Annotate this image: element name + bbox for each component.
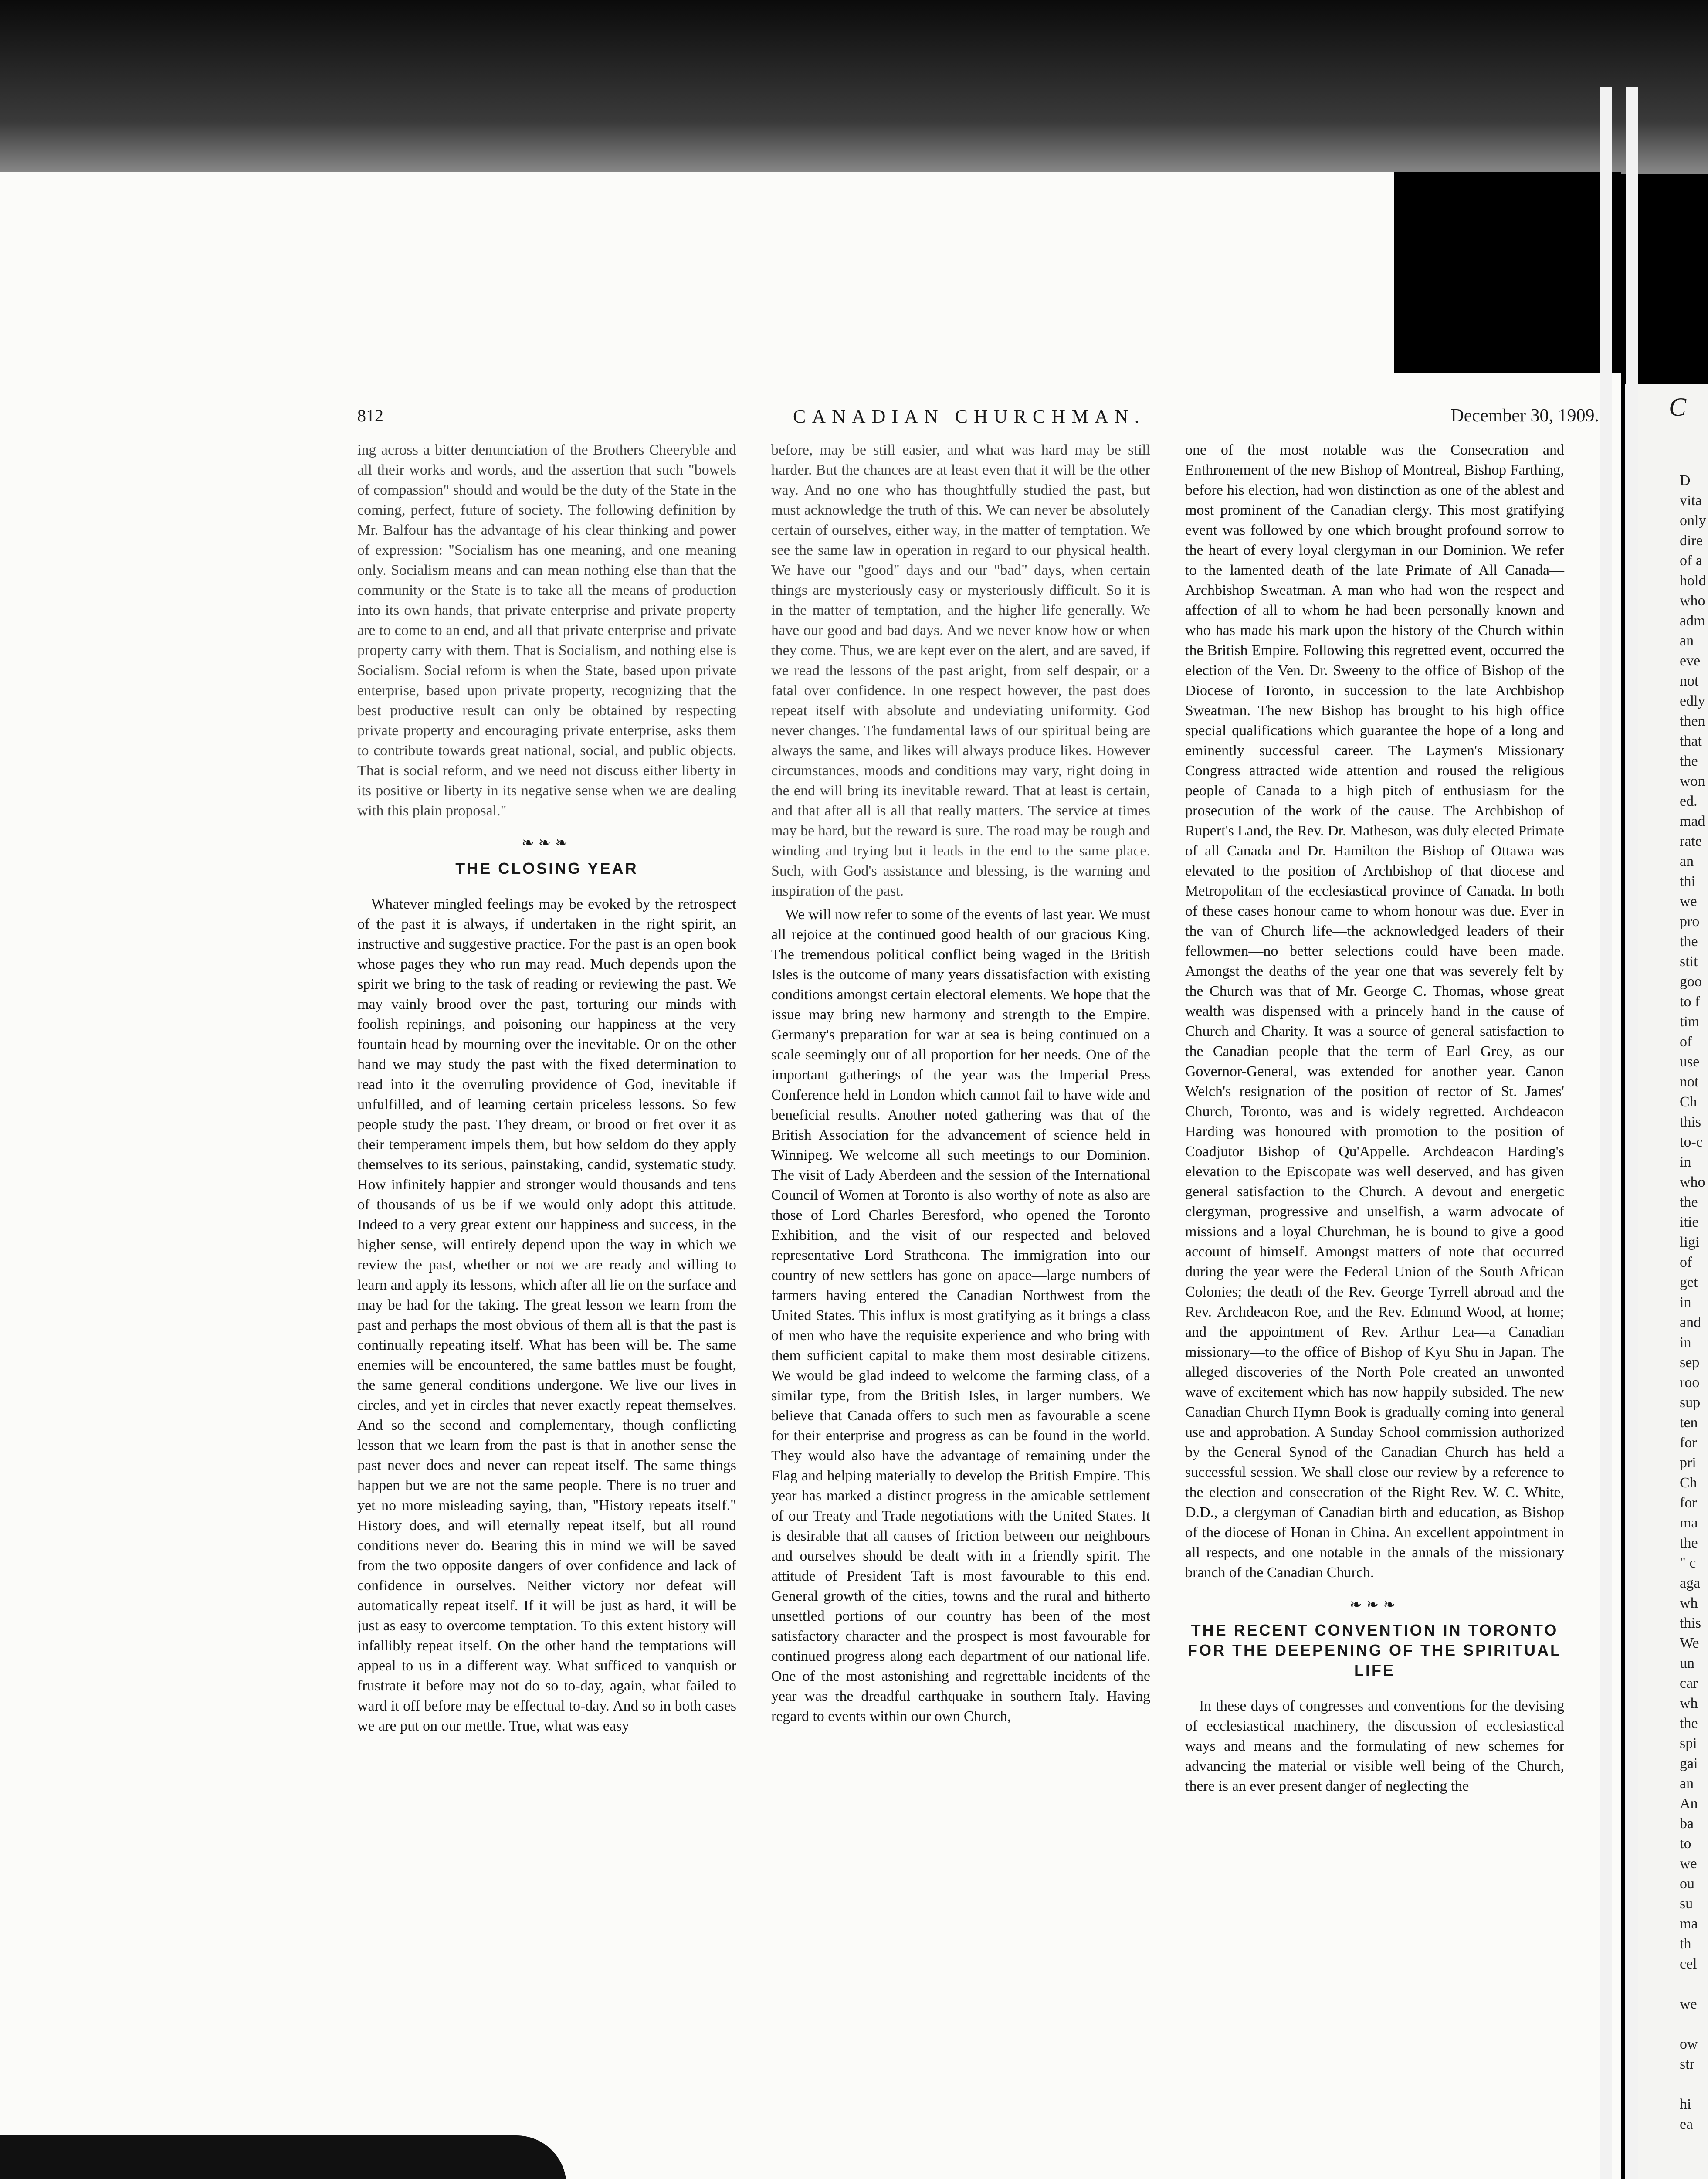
- scan-border-corner: [1394, 172, 1621, 373]
- next-page-line: rate: [1680, 833, 1702, 849]
- next-page-line: the: [1680, 753, 1698, 769]
- next-page-line: who: [1680, 1174, 1705, 1190]
- page-number: 812: [357, 406, 383, 425]
- next-page-line: not: [1680, 1074, 1699, 1090]
- publication-title: CANADIAN CHURCHMAN.: [793, 406, 1145, 427]
- paragraph: In these days of congresses and conventions for the devising of ecclesiastical machinery, the discussion of ecclesiastical ways and means and the formulating of new schemes for advancing the material or visible well being of the Church, there is an ever present danger of neglecting the: [1185, 1698, 1564, 1794]
- next-page-line: an: [1680, 1775, 1694, 1792]
- next-page-line: ba: [1680, 1816, 1694, 1832]
- next-page-line: Ch: [1680, 1475, 1697, 1491]
- next-page-header-fragment: C: [1669, 393, 1687, 421]
- next-page-line: sep: [1680, 1354, 1700, 1371]
- next-page-line: ligi: [1680, 1234, 1700, 1250]
- binding-edge: [1600, 87, 1612, 2179]
- next-page-line: thi: [1680, 873, 1695, 889]
- next-page-line: hold: [1680, 573, 1706, 589]
- paragraph: We will now refer to some of the events of last year. We must all rejoice at the continued good health of our gracious King. The tremendous political conflict being waged in the British Isles is the outcome of many years dissatisfaction with existing conditions amongst certain electoral elements. We hope that the issue may bring new harmony and strength to the Empire. Germany's preparation for war at sea is being continued on a scale seemingly out of all proportion for her needs. One of the important gatherings of the year was the Imperial Press Conference held in London which cannot fail to have wide and beneficial results. Another noted gathering was that of the British Association for the advancement of science held in Winnipeg. We welcome all such meetings to our Dominion. The visit of Lady Aberdeen and the session of the International Council of Women at Toronto is also worthy of note as also are those of Lord Charles Beresford, who opened the Toronto Exhibition, and the visit of our respected and beloved representative Lord Strathcona. The immigration into our country of new settlers has gone on apace—large numbers of farmers having entered the Canadian Northwest from the United States. This influx is most gratifying as it brings a class of men who have the requisite experience and who bring with them sufficient capital to make them most desirable citizens. We would be glad indeed to welcome the farming class, of a similar type, from the British Isles, in larger numbers. We believe that Canada offers to such men as favourable a scene for their enterprise and progress as can be found in the world. They would also have the advantage of remaining under the Flag and helping materially to develop the British Empire. This year has marked a distinct progress in the amicable settlement of our Treaty and Trade negotiations with the United States. It is desirable that all causes of friction between our neighbours and ourselves should be dealt with in a friendly spirit. The attitude of President Taft is most favourable to this end. General growth of the cities, towns and the rural and hitherto unsettled portions of our country has been of the most satisfactory character and the prospect is most favourable for continued progress along each department of our national life. One of the most astonishing and regrettable incidents of the year was the dreadful earthquake in southern Italy. Having regard to events within our own Church,: [771, 906, 1150, 1724]
- next-page-line: ten: [1680, 1415, 1698, 1431]
- section-heading: THE CLOSING YEAR: [455, 859, 638, 877]
- next-page-line: who: [1680, 593, 1705, 609]
- next-page-line: of: [1680, 1034, 1692, 1050]
- next-page-line: this: [1680, 1615, 1701, 1631]
- next-page-line: " c: [1680, 1555, 1696, 1571]
- next-page-line: we: [1680, 893, 1697, 910]
- next-page-line: gai: [1680, 1755, 1698, 1772]
- next-page-line: in: [1680, 1154, 1691, 1170]
- next-page-line: use: [1680, 1054, 1700, 1070]
- next-page-line: an: [1680, 633, 1694, 649]
- next-page-line: th: [1680, 1936, 1691, 1952]
- next-page-line: for: [1680, 1495, 1697, 1511]
- paragraph: before, may be still easier, and what was hard may be still harder. But the chances are at least even that it will be the other way. And no one who has thoughtfully studied the past, but must acknowledge the truth of this. We can never be absolutely certain of ourselves, either way, in the matter of temptation. We see the same law in operation in regard to our physical health. We have our "good" days and our "bad" days, when certain things are mysteriously easy or mysteriously difficult. So it is in the matter of temptation, and the higher life generally. We have our good and bad days. And we never know how or when they come. Thus, we are kept ever on the alert, and are saved, if we read the lessons of the past aright, from self despair, or a fatal over confidence. In one respect however, the past does repeat itself with absolute and undeviating uniformity. God never changes. The fundamental laws of our spiritual being are always the same, and likes will always produce likes. However circumstances, moods and conditions may vary, right doing in the end will bring its inevitable reward. That at least is certain, and that after all is all that really matters. The service at times may be hard, but the reward is sure. The road may be rough and winding and trying but it leads in the end to the same place. Such, with God's assistance and blessing, is the warning and inspiration of the past.: [771, 442, 1150, 899]
- next-page-line: vita: [1680, 492, 1702, 509]
- paragraph: Whatever mingled feelings may be evoked by the retrospect of the past it is always, if undertaken in the right spirit, an instructive and suggestive practice. For the past is an open book whose pages they who run may read. Much depends upon the spirit we bring to the task of reading or reviewing the past. We may vainly brood over the past, torturing our minds with foolish repinings, and poisoning our happiness at the very fountain head by mourning over the inevitable. Or on the other hand we may study the past with the fixed determination to read into it the overruling providence of God, inevitable if unfulfilled, and of learning certain priceless lessons. So few people study the past. They dream, or brood or fret over it as their temperament impels them, but how seldom do they apply themselves to its serious, painstaking, candid, systematic study. How infinitely happier and stronger would thousands and tens of thousands of us be if we would only adopt this attitude. Indeed to a very great extent our happiness and success, in the higher sense, will entirely depend upon the way in which we review the past, whether or not we are ready and willing to learn and apply its lessons, which after all lie on the surface and may be had for the taking. The great lesson we learn from the past and perhaps the most obvious of them all is that the past is continually repeating itself. What has been will be. The same enemies will be encountered, the same battles must be fought, the same general conditions undergone. We live our lives in circles, and yet in circles that never exactly repeat themselves. And so the second and complementary, though conflicting lesson that we learn from the past is that in another sense the past never does and never can repeat itself. The same things happen but we are not the same people. There is no truer and yet no more misleading saying, than, "History repeats itself." History does, and will eternally repeat itself, but all round conditions never do. Bearing this in mind we will be saved from the two opposite dangers of over confidence and lack of confidence in ourselves. Neither victory nor defeat will automatically repeat itself. If it will be just as hard, it will be just as easy to overcome temptation. To this extent history will infallibly repeat itself. On the other hand the temptations will appeal to us in a different way. What sufficed to vanquish or frustrate it before may not do so to-day, again, what failed to ward it off before may be effectual to-day. And so in both cases we are put on our mettle. True, what was easy: [357, 896, 736, 1734]
- next-page-line: cel: [1680, 1956, 1697, 1972]
- next-page-line: wh: [1680, 1695, 1698, 1711]
- column-right: [1185, 440, 1564, 1800]
- thumb-shadow: [0, 2135, 566, 2179]
- next-page-line: Ch: [1680, 1094, 1697, 1110]
- next-page-line: to-c: [1680, 1134, 1703, 1150]
- next-page-line: then: [1680, 713, 1705, 729]
- next-page-line: str: [1680, 2056, 1694, 2072]
- column-middle: [771, 440, 1150, 1730]
- next-page-line: sup: [1680, 1395, 1701, 1411]
- next-page-line: edly: [1680, 693, 1705, 709]
- next-page-line: An: [1680, 1795, 1698, 1812]
- next-page-line: D: [1680, 472, 1691, 489]
- next-page-line: roo: [1680, 1375, 1700, 1391]
- next-page-line: wh: [1680, 1595, 1698, 1611]
- next-page-line: itie: [1680, 1214, 1699, 1230]
- next-page-line: ow: [1680, 2036, 1698, 2052]
- next-page-line: aga: [1680, 1575, 1701, 1591]
- next-page-line: dire: [1680, 533, 1703, 549]
- next-page-line: mad: [1680, 813, 1705, 829]
- next-page-line: ma: [1680, 1515, 1698, 1531]
- next-page-line: ea: [1680, 2116, 1693, 2132]
- next-page-line: car: [1680, 1675, 1698, 1691]
- next-page-line: of a: [1680, 553, 1702, 569]
- next-page-line: we: [1680, 1996, 1697, 2012]
- next-page-line: get: [1680, 1274, 1698, 1290]
- next-page-line: only: [1680, 513, 1706, 529]
- next-page-line: ma: [1680, 1916, 1698, 1932]
- next-page-line: we: [1680, 1856, 1697, 1872]
- next-page-line: in: [1680, 1294, 1691, 1310]
- next-page-line: the: [1680, 1715, 1698, 1731]
- next-page-line: for: [1680, 1435, 1697, 1451]
- next-page-text-fragment: [1680, 471, 1706, 2135]
- section-ornament: ❧❧❧: [1349, 1597, 1400, 1613]
- next-page-line: the: [1680, 1194, 1698, 1210]
- next-page-line: [1680, 2014, 1706, 2034]
- next-page-line: un: [1680, 1655, 1694, 1671]
- paragraph: ing across a bitter denunciation of the Brothers Cheeryble and all their works and words, and the assertion that such "bowels of compassion" should and would be the duty of the State in the coming, perfect, future of society. The following definition by Mr. Balfour has the advantage of his clear thinking and power of expression: "Socialism has one meaning, and one meaning only. Socialism means and can mean nothing else than that the community or the State is to take all the means of production into its own hands, that private enterprise and private property are to come to an end, and all that private enterprise and private property carry with them. That is Socialism, and nothing else is Socialism. Social reform is when the State, based upon private enterprise, based upon private property, recognizing that the best productive result can only be obtained by respecting private property and encouraging private enterprise, asks them to contribute towards great national, social, and public objects. That is social reform, and we need not discuss either liberty in its positive or liberty in its negative sense when we are dealing with this plain proposal.": [357, 442, 736, 819]
- next-page-line: won: [1680, 773, 1705, 789]
- paragraph: one of the most notable was the Consecration and Enthronement of the new Bishop of Montreal, Bishop Farthing, before his election, had won distinction as one of the ablest and most prominent of the Canadian clergy. This most gratifying event was followed by one which brought profound sorrow to the heart of every loyal clergyman in our Dominion. We refer to the lamented death of the late Primate of All Canada—Archbishop Sweatman. A man who had won the respect and affection of all to whom he had been personally known and who has made his mark upon the history of the Church within the British Empire. Following this regretted event, occurred the election of the Ven. Dr. Sweeny to the office of Bishop of the Diocese of Toronto, in succession to the late Archbishop Sweatman. The new Bishop has brought to his high office special qualifications which guarantee the hope of a long and eminently successful career. The Laymen's Missionary Congress attracted wide attention and roused the religious people of Canada to a high pitch of enthusiasm for the prosecution of the work of the cause. The Archbishop of Rupert's Land, the Rev. Dr. Matheson, was duly elected Primate of all Canada and Dr. Hamilton the Bishop of Ottawa was elevated to the position of Archbishop of that diocese and Metropolitan of the ecclesiastical province of Canada. In both of these cases honour came to whom honour was due. Ever in the van of Church life—the acknowledged leaders of their fellowmen—no better selections could have been made. Amongst the deaths of the year one that was severely felt by the Church was that of Mr. George C. Thomas, whose great wealth was dispensed with a princely hand in the cause of Church and Charity. It was a source of general satisfaction to the Canadian people that the term of Earl Grey, as our Governor-General, was extended for another year. Canon Welch's resignation of the position of rector of St. James' Church, Toronto, was and is widely regretted. Archdeacon Harding was honoured with promotion to the position of Coadjutor Bishop of Qu'Appelle. Archdeacon Harding's elevation to the Episcopate was well deserved, and has given general satisfaction to the Church. A devout and energetic clergyman, progressive and unselfish, a warm advocate of missions and a loyal Churchman, he is bound to give a good account of himself. Amongst matters of note that occurred during the year were the Federal Union of the South African Colonies; the death of the Rev. George Tyrrell abroad and the Rev. Archdeacon Roe, and the Rev. Edmund Wood, at home; and the appointment of Rev. Arthur Lea—a Canadian missionary—to the office of Bishop of Kyu Shu in Japan. The alleged discoveries of the North Pole created an unwonted wave of excitement which has now happily subsided. The new Canadian Church Hymn Book is gradually coming into general use and approbation. A Sunday School commission authorized by the General Synod of the Canadian Church has held a successful session. We shall close our review by a reference to the election and consecration of the Right Rev. W. C. White, D.D., a clergyman of Canadian birth and education, as Bishop of the diocese of Honan in China. An excellent appointment in all respects, and one notable in the annals of the missionary branch of the Canadian Church.: [1185, 442, 1564, 1581]
- next-page-line: ou: [1680, 1876, 1694, 1892]
- next-page-line: su: [1680, 1896, 1693, 1912]
- next-page-line: hi: [1680, 2096, 1691, 2112]
- next-page-line: [1680, 1974, 1706, 1994]
- section-heading: THE RECENT CONVENTION IN TORONTO FOR THE DEEPENING OF THE SPIRITUAL LIFE: [1187, 1621, 1562, 1679]
- section-ornament: ❧❧❧: [522, 835, 572, 851]
- next-page-line: this: [1680, 1114, 1701, 1130]
- next-page-line: and: [1680, 1314, 1701, 1330]
- next-page-line: the: [1680, 933, 1698, 950]
- next-page-line: tim: [1680, 1014, 1700, 1030]
- binding-edge: [1626, 87, 1638, 2179]
- next-page-line: the: [1680, 1535, 1698, 1551]
- next-page-line: ed.: [1680, 793, 1698, 809]
- next-page-line: goo: [1680, 974, 1702, 990]
- next-page-line: adm: [1680, 613, 1705, 629]
- next-page-line: pro: [1680, 913, 1700, 930]
- next-page-line: an: [1680, 853, 1694, 869]
- next-page-line: to: [1680, 1836, 1691, 1852]
- next-page-line: of: [1680, 1254, 1692, 1270]
- running-header: [357, 401, 1599, 440]
- next-page-line: not: [1680, 673, 1699, 689]
- column-left: [357, 440, 736, 1740]
- next-page-line: pri: [1680, 1455, 1696, 1471]
- next-page-line: stit: [1680, 954, 1698, 970]
- next-page-line: that: [1680, 733, 1702, 749]
- next-page-line: in: [1680, 1334, 1691, 1351]
- next-page-line: to f: [1680, 994, 1700, 1010]
- next-page-line: eve: [1680, 653, 1701, 669]
- next-page-line: spi: [1680, 1735, 1697, 1751]
- next-page-line: We: [1680, 1635, 1699, 1651]
- scan-border-top: [0, 0, 1708, 174]
- issue-date: December 30, 1909.: [1450, 406, 1599, 426]
- next-page-line: [1680, 2074, 1706, 2094]
